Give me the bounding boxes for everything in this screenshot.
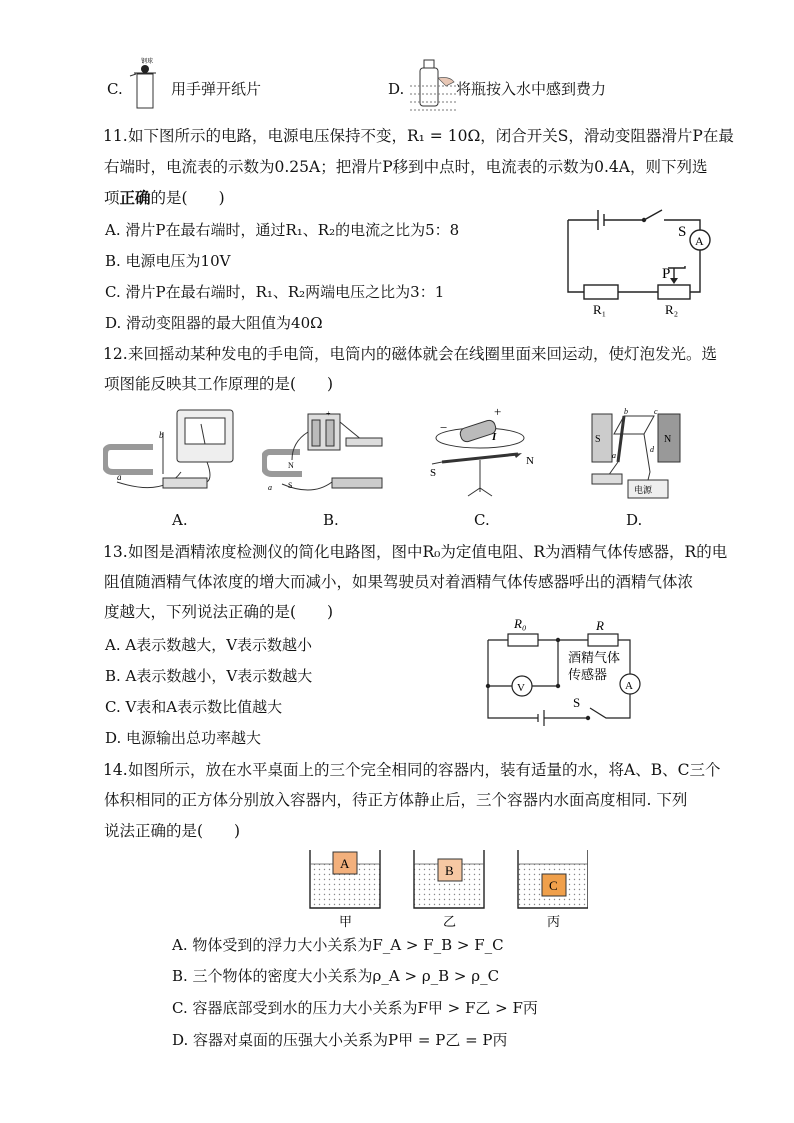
svg-text:a: a (612, 451, 616, 460)
q12-figure-b (262, 402, 392, 502)
svg-text:N: N (526, 455, 534, 467)
q12-stem-line1: 来回摇动某种发电的手电筒，电筒内的磁体就会在线圈里面来回运动，使灯泡发光。选 (128, 345, 718, 363)
q14-stem-line3: 说法正确的是( ) (104, 822, 241, 840)
svg-text:a: a (117, 472, 122, 482)
q11-stem-line1: 如下图所示的电路，电源电压保持不变，R₁ = 10Ω，闭合开关S，滑动变阻器滑片P在最 (128, 127, 734, 145)
svg-text:+: + (494, 404, 502, 419)
paper-card-figure (128, 56, 162, 112)
svg-text:A: A (340, 856, 350, 871)
svg-text:A: A (695, 234, 704, 248)
svg-text:乙: 乙 (443, 914, 457, 929)
svg-text:电源: 电源 (634, 485, 653, 495)
svg-text:C: C (549, 878, 558, 893)
q13-number: 13. (103, 543, 128, 561)
svg-text:A: A (625, 680, 633, 692)
svg-text:钢球: 钢球 (141, 59, 154, 65)
q11-option-a: A. 滑片P在最右端时，通过R₁、R₂的电流之比为5：8 (105, 221, 460, 239)
q13-option-d: D. 电源输出总功率越大 (105, 729, 262, 747)
svg-text:b: b (624, 407, 628, 416)
q12-label-a: A. (172, 511, 188, 529)
q14-option-c: C. 容器底部受到水的压力大小关系为F甲 > F乙 > F丙 (172, 999, 538, 1017)
q11-stem-line2: 右端时，电流表的示数为0.25A；把滑片P移到中点时，电流表的示数为0.4A，则下列选 (104, 158, 708, 176)
svg-text:P: P (662, 266, 671, 282)
container-jia (310, 850, 380, 929)
svg-text:d: d (650, 445, 654, 454)
container-bing (518, 850, 588, 929)
svg-text:a: a (268, 483, 272, 492)
container-yi (414, 850, 484, 929)
q11-circuit-diagram (560, 200, 730, 320)
q11-number: 11. (103, 127, 128, 145)
q12-number: 12. (103, 345, 128, 363)
q12-stem-line2: 项图能反映其工作原理的是( ) (104, 375, 334, 393)
svg-text:R₂: R₂ (665, 302, 679, 317)
q11-option-d: D. 滑动变阻器的最大阻值为40Ω (105, 314, 323, 332)
svg-text:S: S (288, 481, 293, 490)
svg-text:b: b (159, 430, 164, 440)
q12-figure-c (428, 402, 543, 502)
svg-text:丙: 丙 (547, 914, 561, 929)
q13-stem-line1: 如图是酒精浓度检测仪的简化电路图，图中R₀为定值电阻、R为酒精气体传感器，R的电 (128, 543, 728, 561)
svg-text:酒精气体: 酒精气体 (568, 650, 621, 665)
svg-text:B: B (445, 863, 454, 878)
q11-option-c: C. 滑片P在最右端时，R₁、R₂两端电压之比为3：1 (105, 283, 445, 301)
q12-label-d: D. (626, 511, 643, 529)
q13-circuit-diagram (478, 610, 648, 726)
q12-label-b: B. (323, 511, 339, 529)
svg-text:S: S (573, 695, 581, 710)
q13-option-a: A. A表示数越大，V表示数越小 (105, 636, 313, 654)
svg-text:I: I (492, 431, 497, 443)
q11-stem-line3: 项正确的是( ) (104, 188, 225, 207)
q12-label-c: C. (474, 511, 490, 529)
q14-number: 14. (103, 761, 128, 779)
svg-text:N: N (288, 461, 294, 470)
svg-text:c: c (654, 407, 658, 416)
q14-option-d: D. 容器对桌面的压强大小关系为P甲 = P乙 = P丙 (172, 1031, 508, 1049)
option-d-text: 将瓶按入水中感到费力 (456, 80, 607, 98)
q14-stem-line2: 体积相同的正方体分别放入容器内，待正方体静止后，三个容器内水面高度相同. 下列 (104, 791, 688, 809)
q13-stem-line2: 阻值随酒精气体浓度的增大而减小，如果驾驶员对着酒精气体传感器呼出的酒精气体浓 (104, 573, 694, 591)
svg-text:S: S (430, 467, 437, 479)
q13-option-c: C. V表和A表示数比值越大 (105, 698, 283, 716)
bottle-in-water-figure (408, 56, 458, 114)
svg-text:R₀: R₀ (514, 616, 527, 631)
svg-text:传感器: 传感器 (568, 667, 608, 682)
q13-option-b: B. A表示数越小，V表示数越大 (105, 667, 313, 685)
svg-text:R: R (596, 618, 604, 633)
svg-text:S: S (595, 434, 601, 445)
q14-option-b: B. 三个物体的密度大小关系为ρ_A > ρ_B > ρ_C (172, 967, 500, 985)
option-d-label: D. (388, 80, 405, 98)
svg-text:S: S (678, 224, 687, 240)
svg-text:甲: 甲 (339, 914, 353, 929)
q12-figure-d (578, 402, 693, 502)
q13-stem-line3: 度越大，下列说法正确的是( ) (104, 603, 334, 621)
q14-stem-line1: 如图所示，放在水平桌面上的三个完全相同的容器内，装有适量的水，将A、B、C三个 (128, 761, 721, 779)
q11-option-b: B. 电源电压为10V (105, 252, 231, 270)
q14-option-a: A. 物体受到的浮力大小关系为F_A > F_B > F_C (172, 936, 504, 954)
q14-containers-figure (308, 848, 588, 930)
svg-text:+: + (326, 409, 331, 418)
svg-text:N: N (664, 434, 672, 445)
svg-text:R₁: R₁ (593, 302, 607, 317)
q12-figure-a (103, 402, 253, 502)
svg-text:V: V (517, 682, 525, 694)
option-c-text: 用手弹开纸片 (171, 80, 262, 98)
option-c-label: C. (107, 80, 123, 98)
svg-text:−: − (440, 420, 448, 435)
